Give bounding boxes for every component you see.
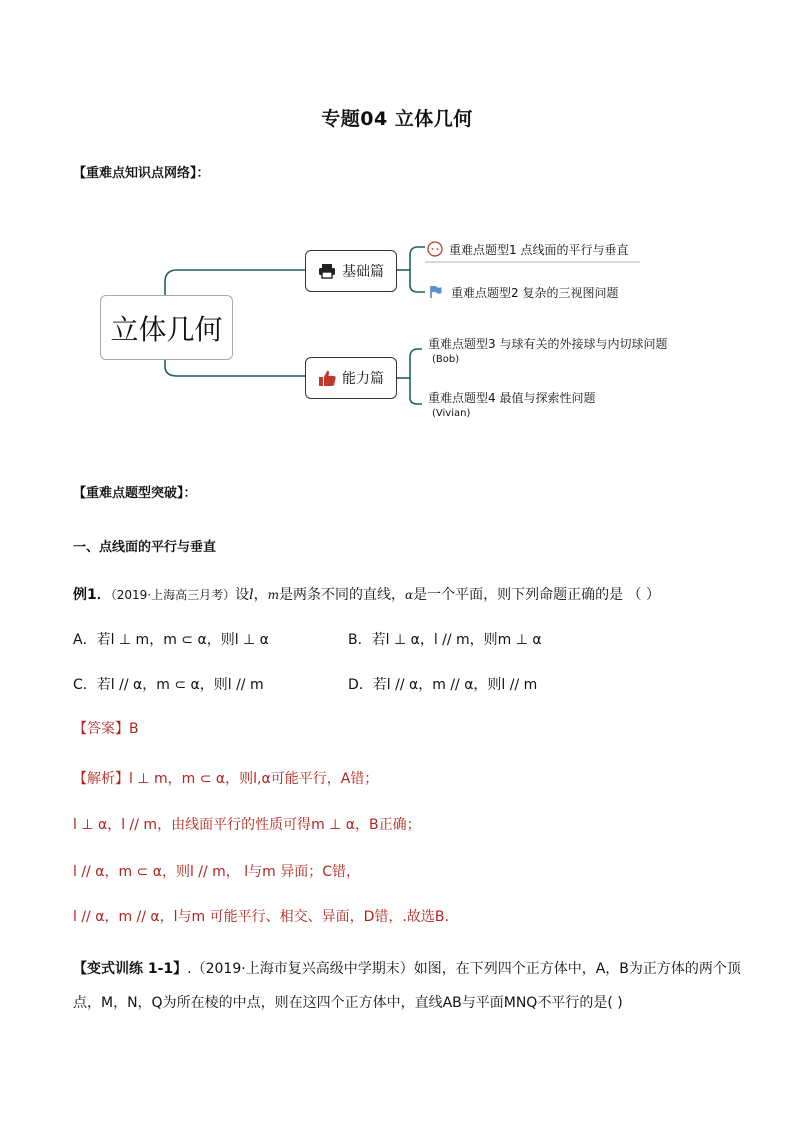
analysis-label: 【解析】 — [73, 771, 129, 787]
option-c: C．若l // α，m ⊂ α，则l // m — [73, 677, 264, 693]
flag-icon — [429, 285, 443, 299]
analysis-line-4: l // α，m // α，l与m 可能平行、相交、异面，D错，.故选B. — [73, 909, 449, 925]
stem-text: 设 — [235, 587, 250, 603]
mind-map-connectors — [0, 0, 794, 460]
section-network-heading: 【重难点知识点网络】： — [73, 166, 210, 181]
option-a: A．若l ⊥ m，m ⊂ α，则l ⊥ α — [73, 632, 269, 648]
leaf-topic-4 — [428, 389, 595, 419]
leaf-topic-3-text: 重难点题型3 与球有关的外接球与内切球问题 — [428, 337, 668, 351]
var-m: m — [267, 588, 279, 602]
section-breakthrough-heading: 【重难点题型突破】： — [73, 486, 197, 501]
leaf-topic-1-text: 重难点题型1 点线面的平行与垂直 — [449, 243, 629, 257]
branch-basic-label: 基础篇 — [342, 264, 384, 280]
variant-text-1: .（2019·上海市复兴高级中学期末）如图，在下列四个正方体中，A，B为正方体的两个顶 — [187, 961, 741, 977]
thumbs-up-icon — [318, 370, 336, 387]
variant-line-2: 点，M，N，Q为所在棱的中点，则在这四个正方体中，直线AB与平面MNQ不平行的是( ) — [73, 995, 623, 1011]
mind-map-root: 立体几何 — [100, 295, 233, 360]
analysis-line-1 — [73, 768, 378, 788]
variant-label: 【变式训练 1-1】 — [73, 961, 188, 977]
connector-root-ability — [165, 358, 305, 376]
leaf-topic-3 — [428, 335, 667, 365]
example-1-stem — [73, 584, 660, 604]
variant-line-1 — [73, 958, 741, 978]
page-title: 专题04 立体几何 — [321, 108, 473, 130]
leaf-topic-2 — [429, 284, 618, 301]
analysis-line-2: l ⊥ α，l // m，由线面平行的性质可得m ⊥ α，B正确； — [73, 817, 421, 833]
leaf-topic-1 — [427, 241, 628, 258]
printer-icon — [318, 263, 336, 279]
leaf-topic-3-note: (Bob) — [432, 354, 460, 365]
face-icon — [427, 241, 443, 257]
answer-label: 【答案】 — [73, 721, 129, 737]
branch-ability-label: 能力篇 — [342, 371, 384, 387]
branch-basic — [305, 250, 397, 292]
analysis-text: l ⊥ m，m ⊂ α，则l,α可能平行，A错； — [129, 771, 379, 787]
option-b: B．若l ⊥ α，l // m，则m ⊥ α — [348, 632, 542, 648]
leaf-topic-4-note: (Vivian) — [432, 408, 471, 419]
leaf-topic-2-text: 重难点题型2 复杂的三视图问题 — [451, 286, 619, 300]
part1-heading: 一、点线面的平行与垂直 — [73, 540, 217, 555]
example-1-label: 例1． — [73, 587, 111, 603]
option-d: D．若l // α，m // α，则l // m — [348, 677, 538, 693]
leaf-topic-4-text: 重难点题型4 最值与探索性问题 — [428, 391, 596, 405]
var-l: l — [249, 587, 254, 603]
stem-sep: ， — [253, 587, 268, 603]
branch-ability — [305, 357, 397, 399]
answer-value: B — [129, 721, 139, 737]
stem-text: 是两条不同的直线， — [278, 587, 405, 603]
var-alpha: α — [404, 588, 414, 602]
analysis-line-3: l // α，m ⊂ α，则l // m， l与m 异面；C错， — [73, 864, 361, 880]
answer — [73, 718, 139, 738]
stem-text: 是一个平面，则下列命题正确的是 （ ） — [413, 587, 660, 603]
connector-root-basic — [165, 270, 305, 296]
example-1-source: （2019·上海高三月考） — [110, 588, 236, 602]
